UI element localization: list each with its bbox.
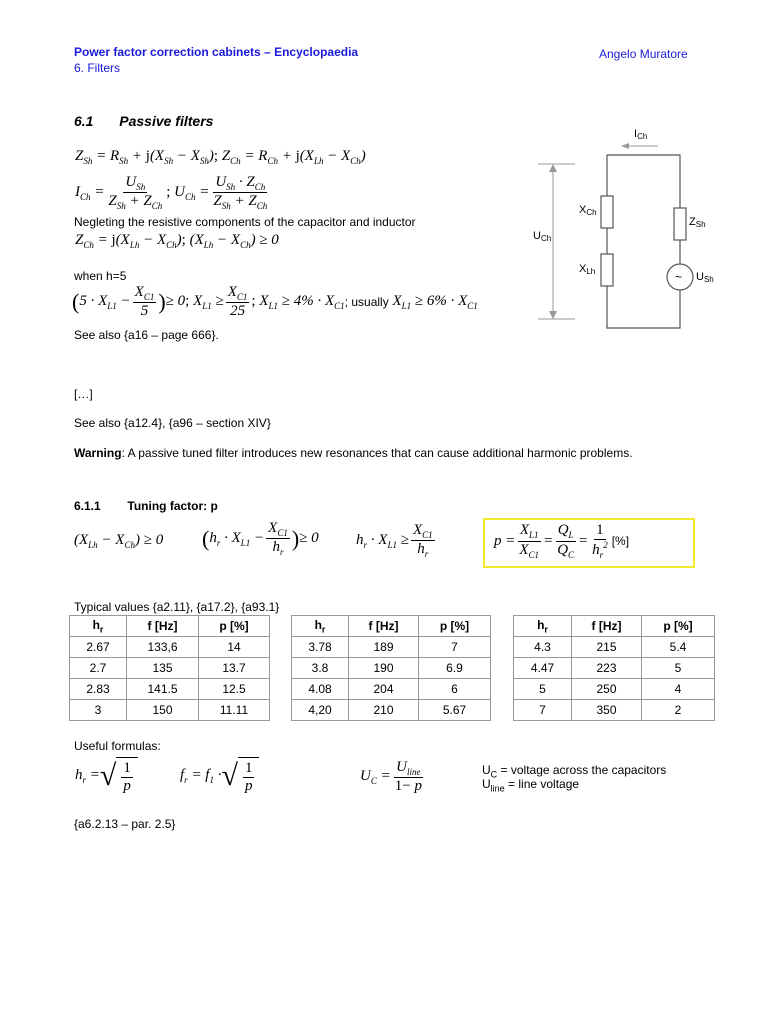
inductor-xlh-element (601, 254, 613, 286)
section-number: 6.1 (74, 113, 94, 129)
useful-formulas-label: Useful formulas: (74, 739, 161, 753)
uc-description: $U_C$ = voltage across the capacitors (482, 763, 667, 780)
formula-h5-condition: ( $5 \cdot X_{L1}$ − $\frac{X_{C1}}{5}$ ) ≥ 0; $X_{L1}$ ≥ $\frac{X_{C1}}{25}$ ; $X_{L1} \ge 4\% \cdot X_{C1}$ ; usually $X_{L1} \ge 6\% \cdot X_{C1}$ (72, 284, 478, 320)
label-zsh: ZSh (689, 216, 706, 229)
uline-description: $U_{line}$ = line voltage (482, 777, 580, 794)
formula-current-voltage: $I_{Ch}$ = $\frac{U_{Sh}}{Z_{Sh} + Z_{Ch}}$ ; $U_{Ch}$ = $\frac{U_{Sh} \cdot Z_{Ch}}{Z_{Sh} + Z_{Ch}}$ (75, 174, 268, 212)
document-title: Power factor correction cabinets – Encyclopaedia (74, 45, 359, 59)
table-header-row (70, 616, 270, 637)
subsection-title: Tuning factor: p (127, 499, 218, 513)
formula-fr: $f_r = f_1$ · √ $\frac{1}{p}$ (180, 757, 259, 796)
table-header-row (292, 616, 491, 637)
table-cell: 6 (419, 679, 491, 700)
usually-text: ; usually (344, 295, 389, 310)
ellipsis-text: […] (74, 387, 93, 401)
header-f: f [Hz] (127, 616, 199, 637)
table-cell: 11.11 (199, 700, 270, 721)
table-row (514, 679, 715, 700)
label-ich: ICh (634, 128, 648, 141)
table-row (70, 658, 270, 679)
table-row (514, 658, 715, 679)
header-hr: $h_r$ (70, 616, 127, 637)
label-xch: XCh (579, 204, 597, 217)
typical-values-table-1 (69, 615, 270, 721)
table-cell: 3 (70, 700, 127, 721)
table-cell: 7 (419, 637, 491, 658)
table-cell: 6.9 (419, 658, 491, 679)
warning-label: Warning (74, 446, 122, 460)
formula-reactance: $Z_{Ch} = j(X_{Lh} - X_{Ch})$; $(X_{Lh} - X_{Ch}) \ge 0$ (75, 232, 279, 250)
table-cell: 13.7 (199, 658, 270, 679)
table-cell: 204 (349, 679, 419, 700)
subsection-number: 6.1.1 (74, 499, 101, 513)
table-row (70, 637, 270, 658)
table-cell: 189 (349, 637, 419, 658)
table-cell: 5.67 (419, 700, 491, 721)
table-cell: 2.67 (70, 637, 127, 658)
formula-tuning-factor: p = $\frac{X_{L1}}{X_{C1}}$ = $\frac{Q_L}{Q_C}$ = $\frac{1}{h_r^2}$ [%] (494, 522, 630, 561)
table-cell: 210 (349, 700, 419, 721)
warning-paragraph (74, 446, 633, 460)
chapter-label: 6. Filters (74, 61, 121, 75)
formula-tuning-1: $(X_{Lh} - X_{Ch}) \ge 0$ (74, 532, 164, 550)
typical-values-table-3 (513, 615, 715, 721)
table-row (514, 637, 715, 658)
header-f: f [Hz] (349, 616, 419, 637)
table-cell: 4.47 (514, 658, 572, 679)
table-cell: 3.8 (292, 658, 349, 679)
formula-tuning-3: $h_r \cdot X_{L1}$ ≥ $\frac{X_{C1}}{h_r}$ (356, 522, 433, 560)
label-uch: UCh (533, 230, 552, 243)
table-cell: 4.3 (514, 637, 572, 658)
capacitor-xch-element (601, 196, 613, 228)
table-row (70, 700, 270, 721)
header-hr: $h_r$ (514, 616, 572, 637)
table-cell: 133,6 (127, 637, 199, 658)
table-row (514, 700, 715, 721)
table-cell: 150 (127, 700, 199, 721)
header-p: p [%] (642, 616, 715, 637)
typical-values-table-2 (291, 615, 491, 721)
table-cell: 135 (127, 658, 199, 679)
table-cell: 14 (199, 637, 270, 658)
table-row (292, 637, 491, 658)
table-cell: 4,20 (292, 700, 349, 721)
circuit-diagram (530, 120, 730, 335)
final-reference: {a6.2.13 – par. 2.5} (74, 817, 176, 831)
table-cell: 7 (514, 700, 572, 721)
table-row (70, 679, 270, 700)
header-p: p [%] (199, 616, 270, 637)
when-h-text: when h=5 (74, 269, 127, 283)
formula-hr: $h_r$ = √ $\frac{1}{p}$ (75, 757, 138, 796)
table-cell: 4 (642, 679, 715, 700)
table-cell: 3.78 (292, 637, 349, 658)
label-ush: USh (696, 271, 714, 284)
table-cell: 2.83 (70, 679, 127, 700)
table-cell: 250 (572, 679, 642, 700)
table-cell: 5 (514, 679, 572, 700)
table-row (292, 679, 491, 700)
table-cell: 5.4 (642, 637, 715, 658)
section-heading (74, 113, 213, 129)
author-name: Angelo Muratore (599, 47, 688, 61)
label-xlh: XLh (579, 263, 596, 276)
subsection-heading (74, 499, 218, 513)
neglecting-text: Negleting the resistive components of the capacitor and inductor (74, 215, 416, 229)
table-cell: 4.08 (292, 679, 349, 700)
impedance-zsh-element (674, 208, 686, 240)
table-row (292, 700, 491, 721)
table-cell: 5 (642, 658, 715, 679)
see-also-2: See also {a12.4}, {a96 – section XIV} (74, 416, 271, 430)
voltage-arrow-up (549, 164, 557, 172)
table-row (292, 658, 491, 679)
table-cell: 2.7 (70, 658, 127, 679)
table-cell: 2 (642, 700, 715, 721)
table-cell: 190 (349, 658, 419, 679)
voltage-arrow-down (549, 311, 557, 319)
table-cell: 12.5 (199, 679, 270, 700)
table-cell: 141.5 (127, 679, 199, 700)
formula-impedance: $Z_{Sh} = R_{Sh} + j(X_{Sh} - X_{Sh})$; $Z_{Ch} = R_{Ch} + j(X_{Lh} - X_{Ch})$ (75, 148, 366, 166)
percent-unit: [%] (611, 534, 630, 549)
section-title: Passive filters (119, 113, 214, 129)
typical-values-caption: Typical values {a2.11}, {a17.2}, {a93.1} (74, 600, 280, 614)
circuit-wire (607, 155, 683, 328)
table-cell: 223 (572, 658, 642, 679)
formula-uc: $U_C$ = $\frac{U_{line}}{1- p}$ (360, 759, 422, 795)
header-hr: $h_r$ (292, 616, 349, 637)
source-symbol: ~ (675, 270, 683, 284)
table-cell: 215 (572, 637, 642, 658)
formula-tuning-2: ( $h_r \cdot X_{L1}$ − $\frac{X_{C1}}{h_r}$ ) ≥ 0 (202, 520, 319, 558)
table-header-row (514, 616, 715, 637)
current-arrow-head (621, 143, 629, 149)
warning-text: : A passive tuned filter introduces new resonances that can cause additional harmonic problems. (121, 446, 633, 460)
header-p: p [%] (419, 616, 491, 637)
see-also-1: See also {a16 – page 666}. (74, 328, 219, 342)
header-f: f [Hz] (572, 616, 642, 637)
table-cell: 350 (572, 700, 642, 721)
